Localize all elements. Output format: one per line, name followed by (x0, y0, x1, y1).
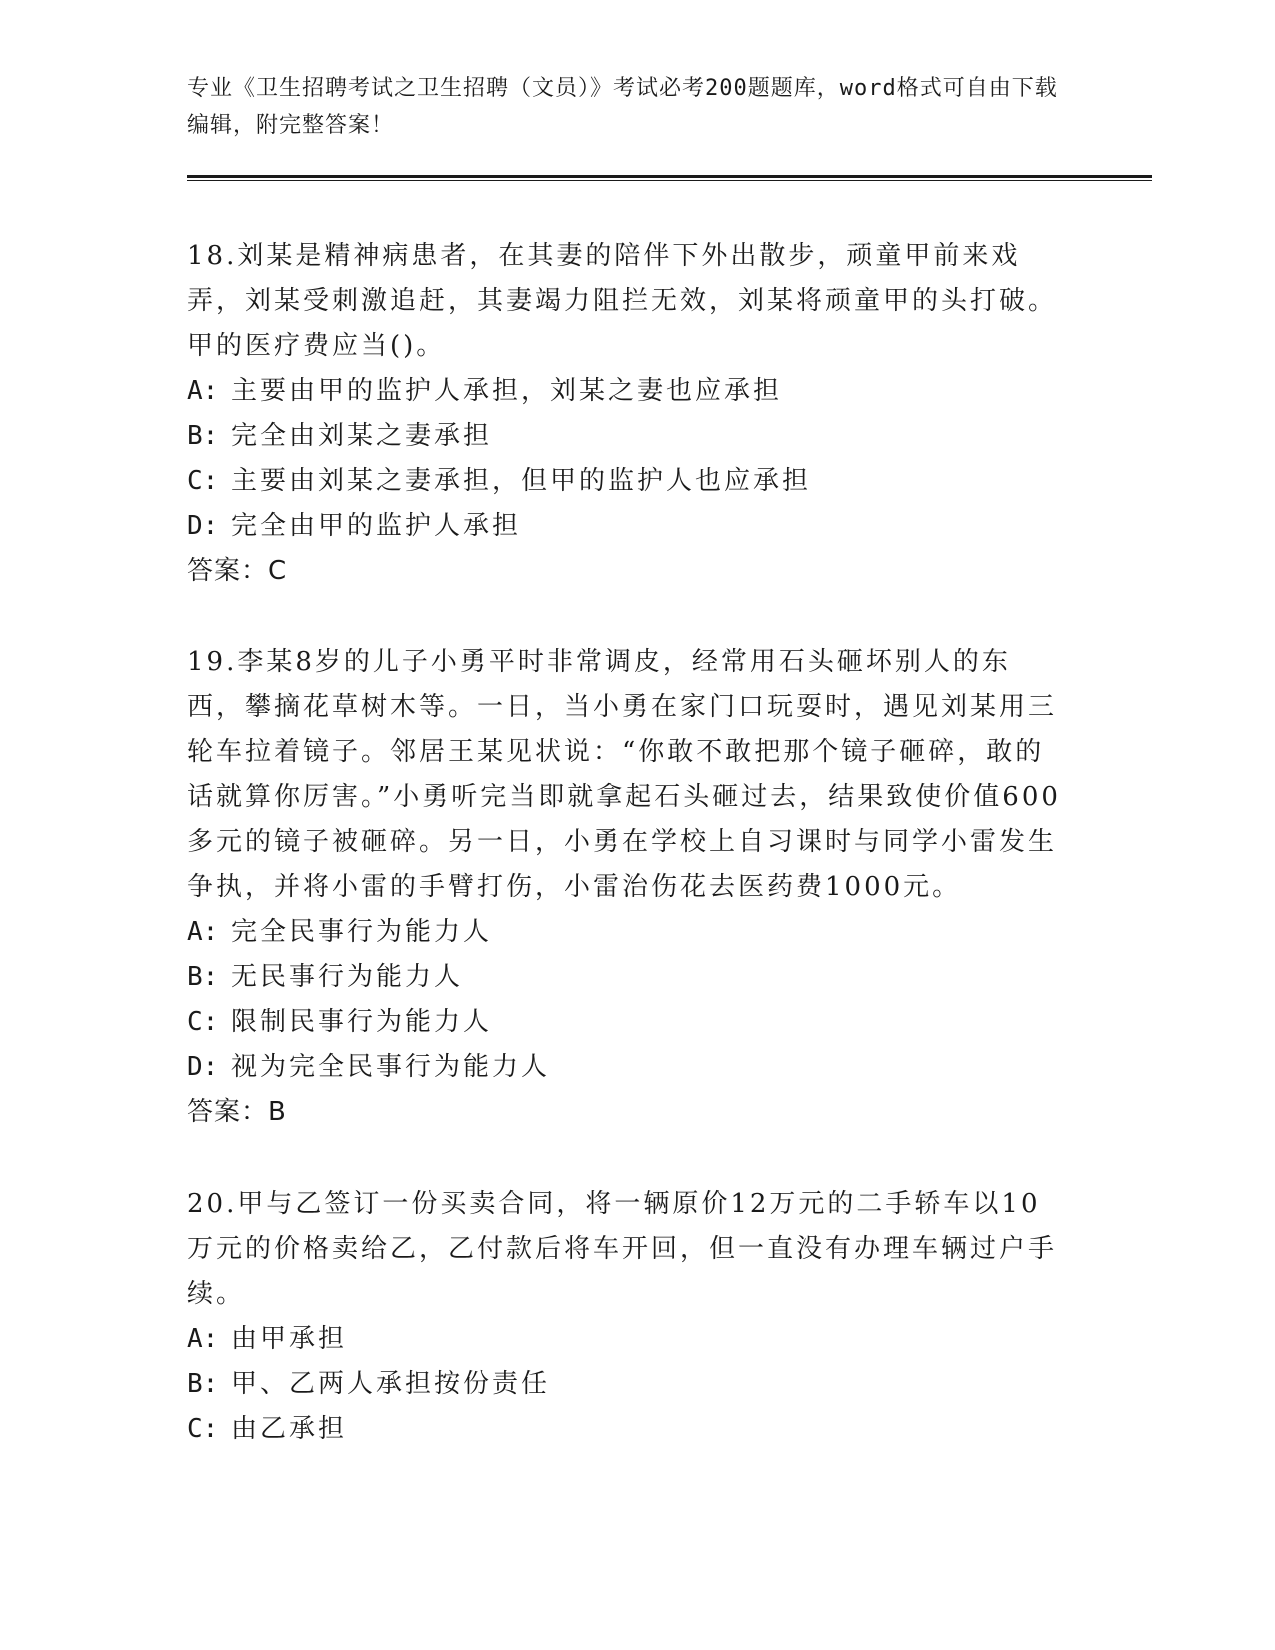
option-key: D: (187, 1052, 219, 1082)
option-key: A: (187, 1324, 219, 1354)
answer-line: 答案：C (187, 556, 288, 586)
option-d (187, 1045, 1067, 1090)
option-text: 主要由甲的监护人承担，刘某之妻也应承担 (231, 376, 783, 406)
option-key: C: (187, 1007, 219, 1037)
option-c (187, 459, 1067, 504)
option-key: C: (187, 1414, 219, 1444)
option-c (187, 1000, 1067, 1045)
option-text: 完全由甲的监护人承担 (231, 511, 522, 541)
option-text: 由乙承担 (231, 1414, 348, 1444)
option-d (187, 504, 1067, 549)
option-text: 无民事行为能力人 (231, 962, 464, 992)
option-key: B: (187, 1369, 219, 1399)
option-text: 由甲承担 (231, 1324, 348, 1354)
question-stem: 19.李某8岁的儿子小勇平时非常调皮，经常用石头砸坏别人的东西，攀摘花草树木等。一日，当小勇在家门口玩耍时，遇见刘某用三轮车拉着镜子。邻居王某见状说：“你敢不敢把那个镜子砸碎，敢的话就算你厉害。”小勇听完当即就拿起石头砸过去，结果致使价值600多元的镜子被砸碎。另一日，小勇在学校上自习课时与同学小雷发生争执，并将小雷的手臂打伤，小雷治伤花去医药费1000元。 (187, 647, 1061, 902)
page-header: 专业《卫生招聘考试之卫生招聘（文员）》考试必考200题题库，word格式可自由下载编辑，附完整答案！ (187, 76, 1058, 138)
option-b (187, 414, 1067, 459)
option-key: C: (187, 466, 219, 496)
option-key: D: (187, 511, 219, 541)
question-20 (187, 1182, 1067, 1452)
option-key: B: (187, 962, 219, 992)
option-a (187, 1317, 1067, 1362)
option-text: 完全由刘某之妻承担 (231, 421, 493, 451)
question-stem: 20.甲与乙签订一份买卖合同，将一辆原价12万元的二手轿车以10万元的价格卖给乙，乙付款后将车开回，但一直没有办理车辆过户手续。 (187, 1189, 1058, 1309)
option-key: A: (187, 917, 219, 947)
question-18 (187, 234, 1067, 594)
option-text: 限制民事行为能力人 (231, 1007, 493, 1037)
option-text: 视为完全民事行为能力人 (231, 1052, 551, 1082)
option-key: B: (187, 421, 219, 451)
question-19 (187, 640, 1067, 1135)
option-text: 完全民事行为能力人 (231, 917, 493, 947)
option-text: 甲、乙两人承担按份责任 (231, 1369, 551, 1399)
header-divider-thin (187, 180, 1152, 181)
option-b (187, 955, 1067, 1000)
option-a (187, 369, 1067, 414)
option-c (187, 1407, 1067, 1452)
answer-line: 答案：B (187, 1097, 287, 1127)
option-b (187, 1362, 1067, 1407)
option-key: A: (187, 376, 219, 406)
question-stem: 18.刘某是精神病患者，在其妻的陪伴下外出散步，顽童甲前来戏弄，刘某受刺激追赶，其妻竭力阻拦无效，刘某将顽童甲的头打破。甲的医疗费应当()。 (187, 241, 1058, 361)
header-divider-thick (187, 175, 1152, 178)
option-text: 主要由刘某之妻承担，但甲的监护人也应承担 (231, 466, 812, 496)
option-a (187, 910, 1067, 955)
